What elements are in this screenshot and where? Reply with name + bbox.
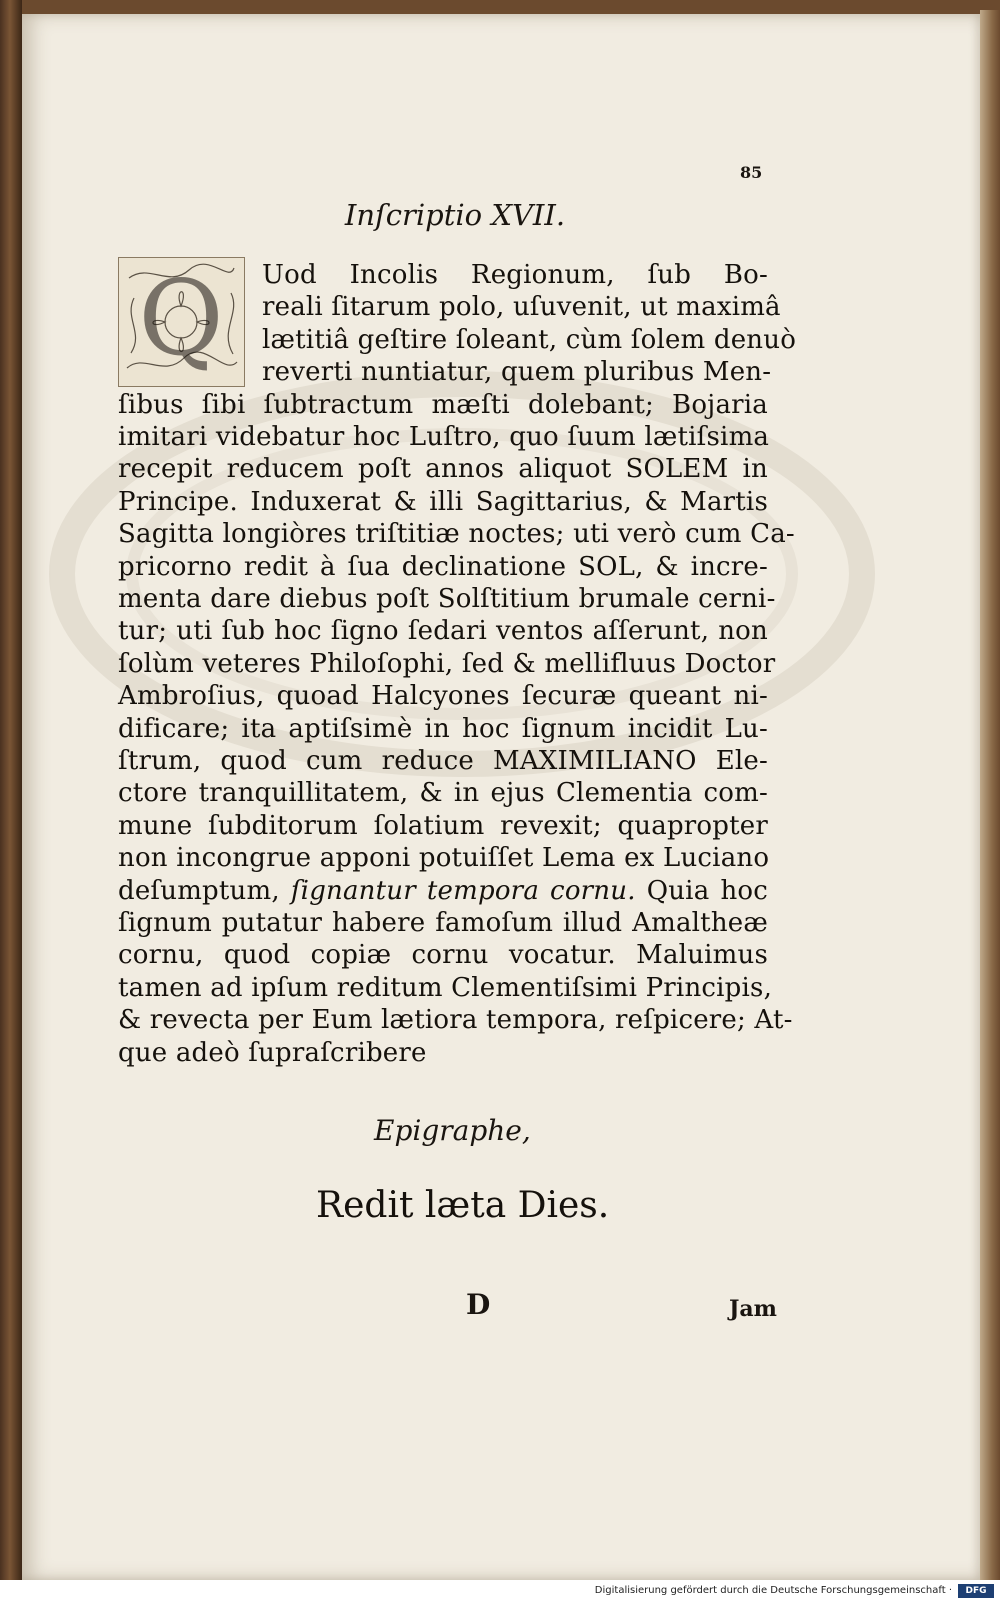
body-line: Sagitta longiòres triſtitiæ noctes; uti verò cum Ca- [118,519,795,550]
body-line: Ambroſius, quoad Halcyones ſecuræ queant ni- [118,681,768,712]
body-line: tamen ad ipſum reditum Clementiſsimi Principis, [118,972,773,1003]
body-line: que adeò ſupraſcribere [118,1037,427,1068]
body-line: lætitiâ geſtire ſoleant, cùm ſolem denuò [262,324,797,355]
decorated-initial [118,257,245,387]
body-line: Principe. Induxerat & illi Sagittarius, & Martis [118,486,768,517]
footer-credit: Digitalisierung gefördert durch die Deutsche Forschungsgemeinschaft · [594,1585,952,1596]
drop-cap-letter: Q [138,258,224,379]
body-line: cornu, quod copiæ cornu vocatur. Maluimus [118,940,768,971]
page-edge-stack [980,10,1000,1580]
body-line: reverti nuntiatur, quem pluribus Men- [262,357,772,388]
body-line: menta dare diebus poſt Solſtitium brumale cerni- [118,584,776,614]
body-line: imitari videbatur hoc Luſtro, quo ſuum lætiſsima [118,422,770,452]
footer-bar [0,1580,1000,1603]
signature-mark: D [466,1288,491,1321]
book-spine [0,0,22,1580]
body-line-segment: deſumptum, [118,875,291,906]
body-line: & revecta per Eum lætiora tempora, reſpicere; At- [118,1005,793,1036]
body-line: ſignum putatur habere famoſum illud Amaltheæ [118,908,768,938]
body-line [118,875,769,906]
body-line: dificare; ita aptiſsimè in hoc ſignum incidit Lu- [118,713,768,744]
body-line-segment: Quia hoc [635,875,769,906]
page-number: 85 [740,163,763,182]
body-line: ſibus ſibi ſubtractum mæſti dolebant; Bojaria [118,389,768,420]
body-line: ſolùm veteres Philoſophi, ſed & mellifluus Doctor [118,648,776,679]
body-line: recepit reducem poſt annos aliquot SOLEM in [118,454,768,485]
body-line: ctore tranquillitatem, & in ejus Clementia com- [118,778,768,809]
motto: Redit læta Dies. [316,1185,610,1226]
body-line: Uod Incolis Regionum, ſub Bo- [262,260,768,290]
quoted-phrase: ſignantur tempora cornu. [290,875,636,906]
dfg-logo: DFG [958,1584,994,1598]
body-line: pricorno redit à ſua declinatione SOL, & incre- [118,551,768,582]
inscription-heading: Inſcriptio XVII. [344,198,566,232]
body-line: reali ſitarum polo, uſuvenit, ut maximâ [262,292,781,323]
body-line: ſtrum, quod cum reduce MAXIMILIANO Ele- [118,746,768,776]
body-line: tur; uti ſub hoc ſigno ſedari ventos aſſerunt, non [118,616,768,647]
body-line: mune ſubditorum ſolatium revexit; quapropter [118,810,768,841]
catchword: Jam [729,1296,777,1322]
epigraphe-label: Epigraphe, [374,1114,531,1147]
body-line: non incongrue apponi potuiſſet Lema ex Luciano [118,843,770,874]
